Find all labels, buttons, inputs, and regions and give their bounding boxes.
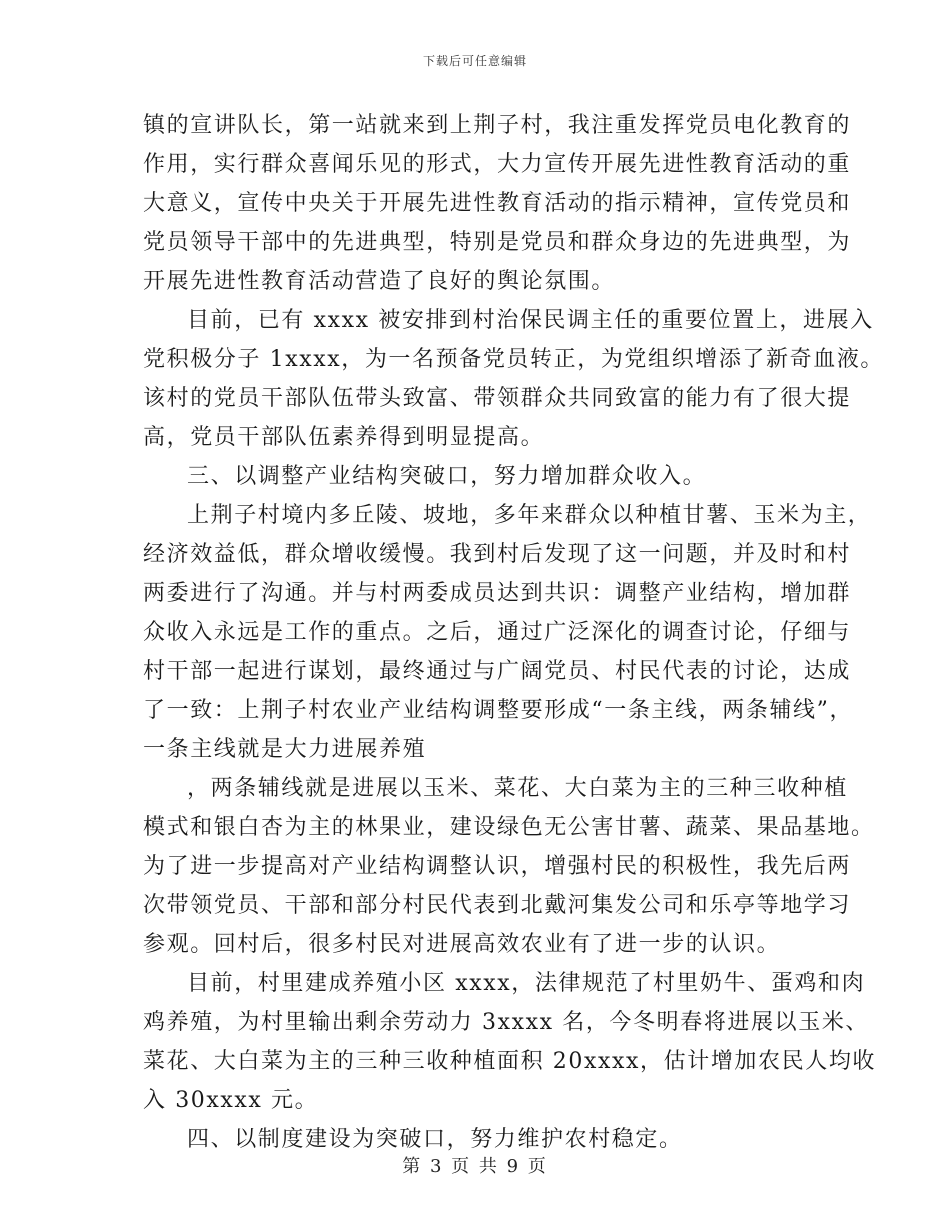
- text-line: 党积极分子 1xxxx，为一名预备党员转正，为党组织增添了新奇血液。: [143, 347, 885, 372]
- text-line: 党员领导干部中的先进典型，特别是党员和群众身边的先进典型，为: [143, 230, 852, 255]
- page-header: 下载后可任意编辑: [422, 54, 527, 68]
- text-line: 目前，村里建成养殖小区 xxxx，法律规范了村里奶牛、蛋鸡和肉: [187, 971, 866, 996]
- text-line: 经济效益低，群众增收缓慢。我到村后发现了这一问题，并及时和村: [143, 542, 852, 567]
- page-footer: 第 3 页 共 9 页: [402, 1156, 548, 1177]
- text-line: 高，党员干部队伍素养得到明显提高。: [143, 425, 545, 450]
- text-line: 上荆子村境内多丘陵、坡地，多年来群众以种植甘薯、玉米为主，: [187, 503, 872, 528]
- text-line: 镇的宣讲队长，第一站就来到上荆子村，我注重发挥党员电化教育的: [143, 113, 852, 138]
- text-line: 菜花、大白菜为主的三种三收种植面积 20xxxx，估计增加农民人均收: [143, 1049, 877, 1074]
- text-line: 作用，实行群众喜闻乐见的形式，大力宣传开展先进性教育活动的重: [143, 152, 852, 177]
- text-line: 三、以调整产业结构突破口，努力增加群众收入。: [187, 464, 707, 489]
- text-line: 大意义，宣传中央关于开展先进性教育活动的指示精神，宣传党员和: [143, 191, 852, 216]
- text-line: ，两条辅线就是进展以玉米、菜花、大白菜为主的三种三收种植: [187, 776, 848, 801]
- text-line: 村干部一起进行谋划，最终通过与广阔党员、村民代表的讨论，达成: [143, 659, 852, 684]
- text-line: 为了进一步提高对产业结构调整认识，增强村民的积极性，我先后两: [143, 854, 852, 879]
- text-line: 一条主线就是大力进展养殖: [143, 737, 427, 762]
- text-line: 开展先进性教育活动营造了良好的舆论氛围。: [143, 269, 616, 294]
- text-line: 四、以制度建设为突破口，努力维护农村稳定。: [187, 1127, 683, 1152]
- text-line: 参观。回村后，很多村民对进展高效农业有了进一步的认识。: [143, 932, 781, 957]
- text-line: 了一致：上荆子村农业产业结构调整要形成“一条主线，两条辅线”，: [143, 698, 854, 723]
- body-text: [143, 106, 885, 1159]
- text-line: 该村的党员干部队伍带头致富、带领群众共同致富的能力有了很大提: [143, 386, 852, 411]
- text-line: 模式和银白杏为主的林果业，建设绿色无公害甘薯、蔬菜、果品基地。: [143, 815, 875, 840]
- text-line: 众收入永远是工作的重点。之后，通过广泛深化的调查讨论，仔细与: [143, 620, 852, 645]
- text-line: 两委进行了沟通。并与村两委成员达到共识：调整产业结构，增加群: [143, 581, 852, 606]
- text-line: 鸡养殖，为村里输出剩余劳动力 3xxxx 名，今冬明春将进展以玉米、: [143, 1010, 870, 1035]
- text-line: 目前，已有 xxxx 被安排到村治保民调主任的重要位置上，进展入: [187, 308, 874, 333]
- text-line: 次带领党员、干部和部分村民代表到北戴河集发公司和乐亭等地学习: [143, 893, 852, 918]
- text-line: 入 30xxxx 元。: [143, 1088, 319, 1113]
